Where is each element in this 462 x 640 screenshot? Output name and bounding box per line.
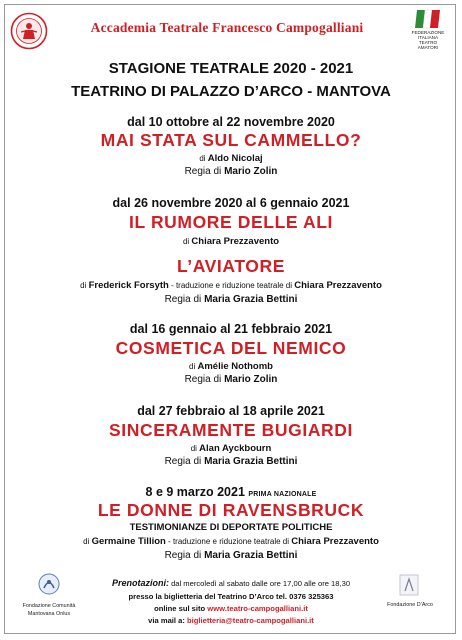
show3-title: L’AVIATORE [176,256,286,276]
fita-text: FEDERAZIONE ITALIANA TEATRO AMATORI [411,30,445,50]
show2-dates: dal 26 novembre 2020 al 6 gennaio 2021 [112,196,350,210]
show1-author: Aldo Nicolaj [207,153,263,164]
show1-title: MAI STATA SUL CAMMELLO? [100,130,362,150]
show6-author-line: di Germaine Tillion - traduzione e riduzione teatrale di Chiara Prezzavento [83,536,379,547]
academy-seal-logo [10,12,48,50]
show5-title: SINCERAMENTE BUGIARDI [109,420,353,440]
fondazione-comunita-name: Fondazione Comunità Mantovana Onlus [22,603,76,617]
show6-subtitle: TESTIMONIANZE DI DEPORTATE POLITICHE [129,522,333,533]
box-office-line: presso la biglietteria del Teatrino D’Arco tel. 0376 325363 [128,592,334,601]
website-link[interactable]: www.teatro-campogalliani.it [207,604,308,613]
show6-title: LE DONNE DI RAVENSBRUCK [97,500,365,520]
show3-author-line: di Frederick Forsyth - traduzione e riduzione teatrale di Chiara Prezzavento [80,280,382,291]
show6-dates: 8 e 9 marzo 2021 [145,485,245,499]
show4-author-line: di Amélie Nothomb [189,361,273,372]
show5-author-line: di Alan Ayckbourn [190,443,272,454]
show3-adapter: Chiara Prezzavento [294,280,382,291]
show3-director: Maria Grazia Bettini [204,294,298,305]
booking-label: Prenotazioni: [111,578,169,588]
show2-author: Chiara Prezzavento [191,236,280,247]
fondazione-darco-name: Fondazione D’Arco [387,602,433,608]
show6-adapter: Chiara Prezzavento [291,536,379,547]
show4-regia-line: Regia di Mario Zolin [184,374,278,385]
show1-director: Mario Zolin [224,166,278,177]
show4-title: COSMETICA DEL NEMICO [115,338,347,358]
website-line: online sul sito www.teatro-campogalliani.it [154,604,308,613]
email-line: via mail a: biglietteria@teatro-campogalliani.it [148,616,314,625]
show2-title: IL RUMORE DELLE ALI [129,212,333,232]
show1-dates: dal 10 ottobre al 22 novembre 2020 [127,115,335,129]
show6-dates-line [0,485,462,499]
show5-director: Maria Grazia Bettini [204,456,298,467]
show3-author: Frederick Forsyth [88,280,169,291]
show1-author-line: di Aldo Nicolaj [199,153,263,164]
italian-flag-icon [413,8,443,30]
show4-director: Mario Zolin [224,374,278,385]
email-link[interactable]: biglietteria@teatro-campogalliani.it [187,616,314,625]
show6-regia-line: Regia di Maria Grazia Bettini [164,550,298,561]
venue-title: TEATRINO DI PALAZZO D’ARCO - MANTOVA [71,83,391,100]
show5-author: Alan Ayckbourn [199,443,272,454]
show6-director: Maria Grazia Bettini [204,550,298,561]
show5-regia-line: Regia di Maria Grazia Bettini [164,456,298,467]
show4-author: Amélie Nothomb [197,361,273,372]
show4-dates: dal 16 gennaio al 21 febbraio 2021 [129,322,333,336]
show2-author-line: di Chiara Prezzavento [182,236,280,247]
academy-name: Accademia Teatrale Francesco Campogalliani [90,20,364,35]
fita-logo [410,8,446,50]
show6-premiere-badge: PRIMA NAZIONALE [248,491,317,498]
show1-regia-line: Regia di Mario Zolin [184,166,278,177]
show6-author: Germaine Tillion [91,536,166,547]
season-title: STAGIONE TEATRALE 2020 - 2021 [108,60,354,77]
show5-dates: dal 27 febbraio al 18 aprile 2021 [137,404,325,418]
booking-hours-line: Prenotazioni: dal mercoledì al sabato dalle ore 17,00 alle ore 18,30 [111,578,351,588]
show3-regia-line: Regia di Maria Grazia Bettini [164,294,298,305]
